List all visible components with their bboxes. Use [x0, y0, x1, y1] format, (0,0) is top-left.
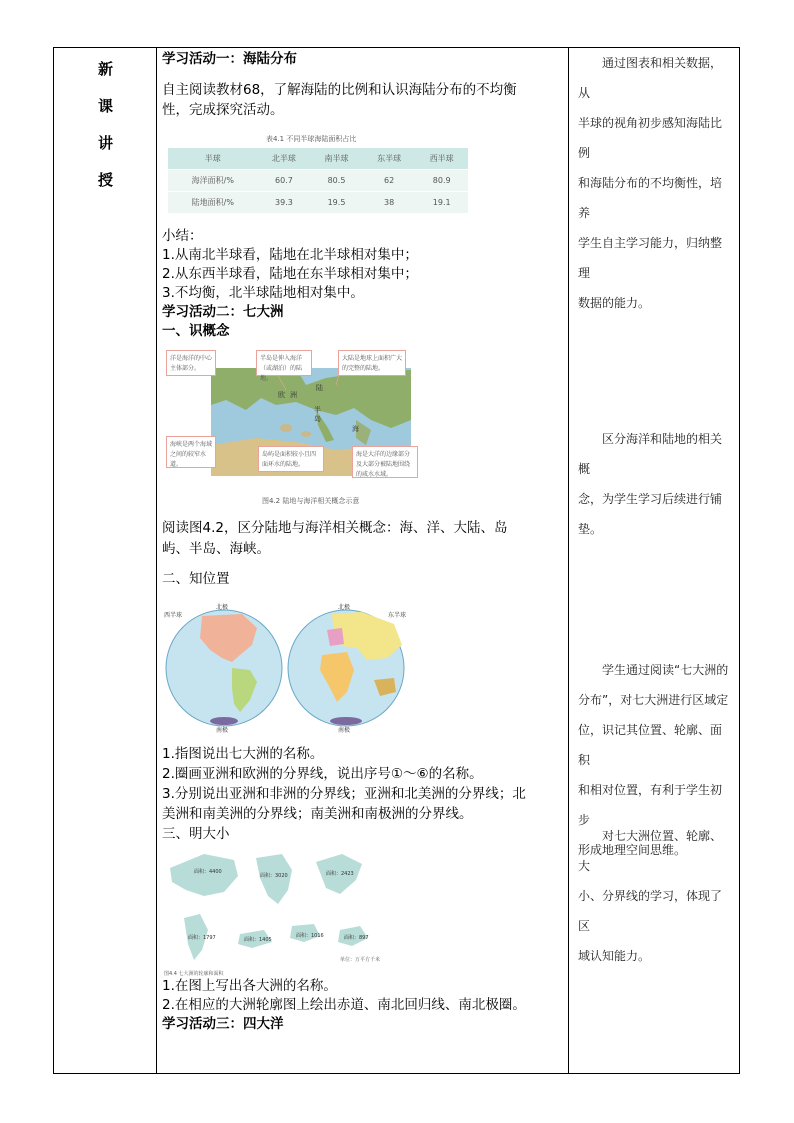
summary-line: 小结： [162, 228, 203, 244]
table-cell: 80.5 [310, 170, 363, 192]
area-label: 面积：1405 [244, 937, 272, 943]
callout-sea: 海是大洋的边缘部分及大部分被陆地围绕的咸水水域。 [352, 446, 418, 478]
area-label: 面积：1797 [188, 935, 216, 941]
map-label: 洲 [290, 391, 297, 399]
note-line: 域认知能力。 [578, 949, 651, 963]
callout-strait: 海峡是两个海域之间的较窄水道。 [166, 436, 216, 468]
note-line: 和相对位置，有利于学生初步 [578, 783, 723, 827]
map-label: 陆 [316, 384, 323, 392]
side-label-char: 讲 [97, 134, 113, 152]
table-cell: 39.3 [258, 192, 311, 214]
note-line: 形成地理空间思维。 [578, 843, 687, 857]
note-line: 半球的视角初步感知海陆比例 [578, 116, 723, 160]
note-line: 小、分界线的学习，体现了区 [578, 889, 723, 933]
note-line: 念，为学生学习后续进行铺 [578, 492, 723, 506]
reading-text: 屿、半岛、海峡。 [162, 541, 270, 557]
table-cell: 陆地面积/% [168, 192, 258, 214]
note-purpose-1 [578, 48, 733, 318]
table-header: 东半球 [363, 148, 416, 170]
note-purpose-4 [578, 821, 733, 971]
area-label: 面积：897 [344, 935, 369, 941]
activity1-intro: 自主阅读教材68，了解海陆的比例和认识海陆分布的不均衡 [162, 82, 517, 98]
continent-outlines [164, 846, 394, 974]
table-cell: 海洋面积/% [168, 170, 258, 192]
globe-label-north: 北极 [338, 604, 351, 611]
side-label-char: 新 [97, 60, 113, 78]
side-label-char: 授 [97, 171, 113, 189]
table-header: 西半球 [415, 148, 468, 170]
area-label: 面积：2423 [326, 871, 354, 877]
figure-caption: 图4.2 陆地与海洋相关概念示意 [262, 497, 360, 505]
note-line: 数据的能力。 [578, 296, 651, 310]
table-header: 北半球 [258, 148, 311, 170]
activity2-title: 学习活动二：七大洲 [162, 304, 284, 320]
activity1-intro: 性，完成探究活动。 [162, 102, 284, 118]
note-purpose-2 [578, 424, 733, 544]
task-line: 2.在相应的大洲轮廓图上绘出赤道、南北回归线、南北极圈。 [162, 997, 526, 1013]
table-header: 半球 [168, 148, 258, 170]
activity1-title: 学习活动一：海陆分布 [162, 51, 297, 67]
table-cell: 19.1 [415, 192, 468, 214]
section-heading: 二、知位置 [162, 571, 230, 587]
map-label: 欧 [278, 391, 285, 399]
section-heading: 一、识概念 [162, 323, 230, 339]
globe-label-south: 南极 [338, 727, 351, 734]
note-line: 位，识记其位置、轮廓、面积 [578, 723, 723, 767]
note-line: 分布”，对七大洲进行区域定 [578, 693, 729, 707]
area-table [168, 148, 468, 214]
table-cell: 19.5 [310, 192, 363, 214]
table-cell: 80.9 [415, 170, 468, 192]
summary-line: 3.不均衡，北半球陆地相对集中。 [162, 285, 364, 301]
task-line: 2.圈画亚洲和欧洲的分界线，说出序号①～⑥的名称。 [162, 766, 483, 782]
continent-size-figure [164, 846, 394, 974]
globe-label-west: 西半球 [164, 612, 183, 619]
task-line: 1.在图上写出各大洲的名称。 [162, 978, 337, 994]
section-heading: 三、明大小 [162, 826, 230, 842]
column-divider [568, 48, 569, 1073]
task-line: 3.分别说出亚洲和非洲的分界线；亚洲和北美洲的分界线；北 [162, 786, 526, 802]
map-label: 半 [314, 406, 321, 414]
task-line: 1.指图说出七大洲的名称。 [162, 746, 324, 762]
table-cell: 62 [363, 170, 416, 192]
callout-continent: 大陆是地球上面积广大的完整的陆地。 [338, 350, 406, 376]
map-label: 海 [352, 425, 359, 433]
globe-label-north: 北极 [216, 604, 229, 611]
globe-label-south: 南极 [216, 727, 229, 734]
note-line: 和海陆分布的不均衡性，培养 [578, 176, 723, 220]
task-line: 美洲和南美洲的分界线；南美洲和南极洲的分界线。 [162, 806, 473, 822]
globe-figure [162, 600, 412, 734]
summary-line: 1.从南北半球看，陆地在北半球相对集中； [162, 247, 418, 263]
callout-island: 岛屿是面积较小且四面环水的陆地。 [258, 446, 324, 472]
area-label: 面积：3020 [260, 873, 288, 879]
column-divider [156, 48, 157, 1073]
lesson-table [53, 47, 740, 1074]
figure-caption: 图4.4 七大洲的轮廓和面积 [164, 971, 224, 977]
area-label: 面积：1016 [296, 933, 324, 939]
note-line: 学生自主学习能力，归纳整理 [578, 236, 723, 280]
note-line: 学生通过阅读“七大洲的 [602, 663, 729, 677]
hemispheres-map [162, 600, 412, 730]
area-label: 面积：4400 [194, 869, 222, 875]
summary-line: 2.从东西半球看，陆地在东半球相对集中； [162, 266, 418, 282]
table-header: 南半球 [310, 148, 363, 170]
reading-text: 阅读图4.2，区分陆地与海洋相关概念：海、洋、大陆、岛 [162, 520, 508, 536]
callout-ocean: 洋是海洋的中心主体部分。 [166, 350, 216, 376]
table-cell: 60.7 [258, 170, 311, 192]
activity3-title: 学习活动三：四大洋 [162, 1016, 284, 1032]
note-line: 垫。 [578, 522, 603, 536]
callout-peninsula: 半岛是伸入海洋（或湖泊）的陆地。 [256, 350, 312, 376]
globe-label-east: 东半球 [388, 612, 407, 619]
note-line: 通过图表和相关数据，从 [578, 56, 723, 100]
note-line: 区分海洋和陆地的相关概 [578, 432, 723, 476]
side-label-char: 课 [97, 97, 113, 115]
table-cell: 38 [363, 192, 416, 214]
concept-figure [166, 350, 418, 480]
unit-label: 单位：万平方千米 [340, 957, 381, 963]
table-caption: 表4.1 不同半球海陆面积占比 [266, 135, 357, 143]
note-line: 对七大洲位置、轮廓、大 [578, 829, 723, 873]
map-label: 岛 [314, 415, 321, 423]
